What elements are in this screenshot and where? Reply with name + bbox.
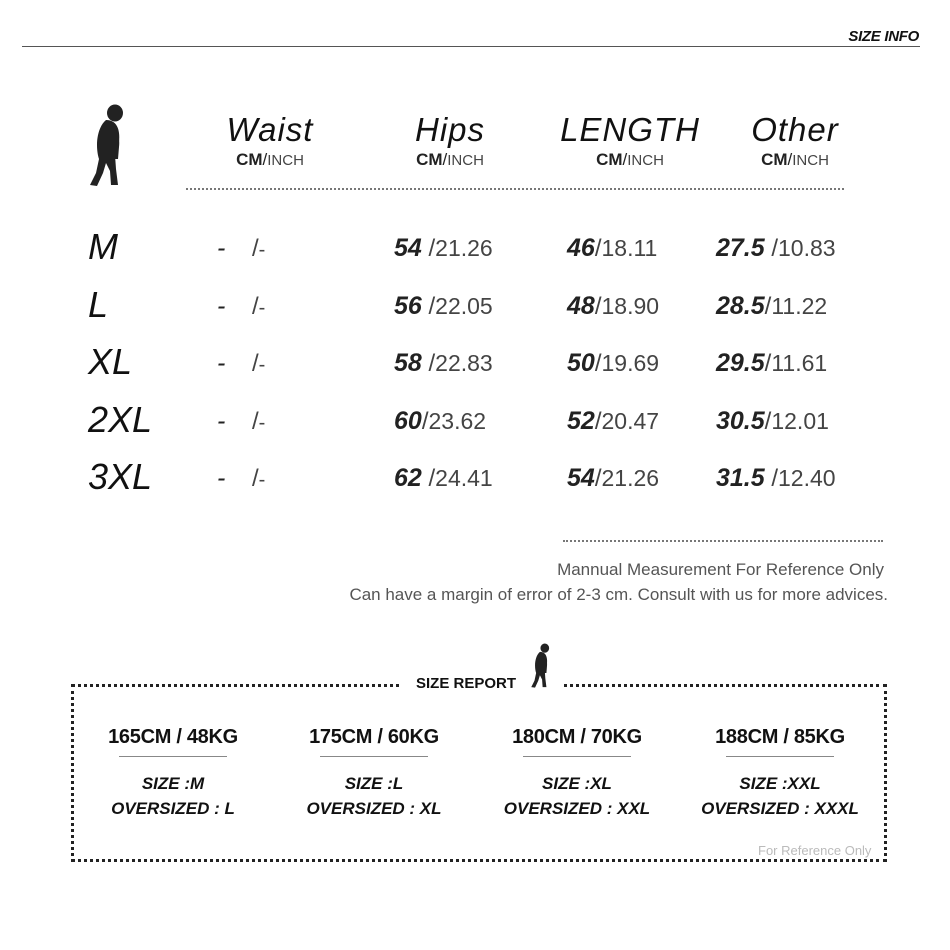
recommended-size: SIZE :M xyxy=(141,774,205,793)
hips-value: 60/23.62 xyxy=(394,407,487,435)
length-value: 54/21.26 xyxy=(567,464,660,492)
column-unit: CM/INCH xyxy=(236,150,304,169)
length-value: 52/20.47 xyxy=(567,407,660,435)
margin-note: Can have a margin of error of 2-3 cm. Consult with us for more advices. xyxy=(349,585,888,604)
body-measurement: 188CM / 85KG xyxy=(715,726,845,748)
column-header-waist xyxy=(185,112,355,170)
column-name: Other xyxy=(751,111,839,148)
oversized-size: OVERSIZED : XL xyxy=(306,799,442,818)
column-header-other xyxy=(710,112,880,170)
size-report-entry xyxy=(73,726,273,821)
recommended-size: SIZE :L xyxy=(344,774,404,793)
hips-value: 58 /22.83 xyxy=(394,349,493,377)
waist-value: - /- xyxy=(217,234,266,262)
other-value: 31.5 /12.40 xyxy=(716,464,836,492)
entry-divider xyxy=(726,756,834,757)
length-value: 48/18.90 xyxy=(567,292,660,320)
column-name: Waist xyxy=(226,111,314,148)
hips-value: 56 /22.05 xyxy=(394,292,493,320)
length-value: 50/19.69 xyxy=(567,349,660,377)
person-silhouette-icon xyxy=(84,103,132,189)
column-unit: CM/INCH xyxy=(596,150,664,169)
table-row xyxy=(0,457,950,497)
size-info-title: SIZE INFO xyxy=(848,28,919,45)
waist-value: - /- xyxy=(217,349,266,377)
other-value: 28.5/11.22 xyxy=(716,292,828,320)
other-value: 30.5/12.01 xyxy=(716,407,829,435)
table-row xyxy=(0,400,950,440)
body-measurement: 180CM / 70KG xyxy=(512,726,642,748)
notes-dotted-divider xyxy=(563,540,883,542)
length-value: 46/18.11 xyxy=(567,234,658,262)
recommended-size: SIZE :XXL xyxy=(739,774,821,793)
size-label: XL xyxy=(88,341,133,382)
column-unit: CM/INCH xyxy=(416,150,484,169)
size-label: L xyxy=(88,284,109,325)
table-row xyxy=(0,285,950,325)
size-label: M xyxy=(88,226,118,267)
recommended-size: SIZE :XL xyxy=(542,774,612,793)
hips-value: 54 /21.26 xyxy=(394,234,493,262)
table-row xyxy=(0,342,950,382)
column-name: LENGTH xyxy=(560,111,700,148)
size-report-entry xyxy=(477,726,677,821)
waist-value: - /- xyxy=(217,292,266,320)
entry-divider xyxy=(320,756,428,757)
oversized-size: OVERSIZED : XXXL xyxy=(701,799,859,818)
size-label: 3XL xyxy=(88,456,153,497)
hips-value: 62 /24.41 xyxy=(394,464,493,492)
other-value: 27.5 /10.83 xyxy=(716,234,836,262)
entry-divider xyxy=(119,756,227,757)
column-name: Hips xyxy=(414,111,486,148)
header-dotted-divider xyxy=(186,188,844,190)
header-divider xyxy=(22,46,920,47)
oversized-size: OVERSIZED : L xyxy=(111,799,235,818)
waist-value: - /- xyxy=(217,464,266,492)
body-measurement: 175CM / 60KG xyxy=(309,726,439,748)
oversized-size: OVERSIZED : XXL xyxy=(503,799,651,818)
column-header-hips xyxy=(365,112,535,170)
column-unit: CM/INCH xyxy=(761,150,829,169)
other-value: 29.5/11.61 xyxy=(716,349,828,377)
reference-footnote: For Reference Only xyxy=(758,843,872,858)
waist-value: - /- xyxy=(217,407,266,435)
body-measurement: 165CM / 48KG xyxy=(108,726,238,748)
size-report-entry xyxy=(274,726,474,821)
entry-divider xyxy=(523,756,631,757)
size-report-title: SIZE REPORT xyxy=(416,675,517,692)
column-header-length xyxy=(545,112,715,170)
reference-note: Mannual Measurement For Reference Only xyxy=(557,560,884,579)
size-label: 2XL xyxy=(88,399,153,440)
person-silhouette-icon xyxy=(528,641,554,691)
table-row xyxy=(0,227,950,267)
size-report-entry xyxy=(680,726,880,821)
